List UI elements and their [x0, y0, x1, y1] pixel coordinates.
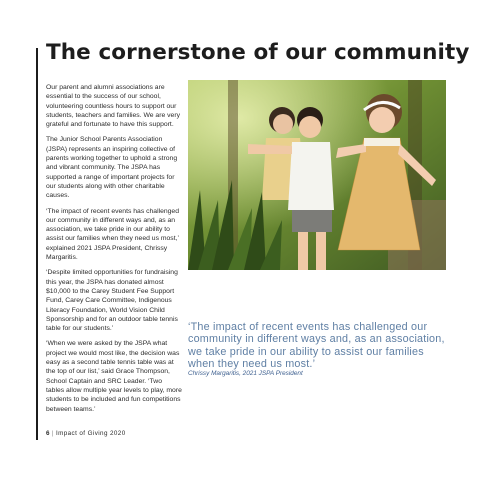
quote-attribution: Chrissy Margaritis, 2021 JSPA President [188, 370, 303, 377]
publication-name: Impact of Giving 2020 [55, 430, 126, 437]
body-paragraph: ‘The impact of recent events has challenged our community in different ways and, as an association, we take pride in our ability to assist our families when they need us most,’ explained 2021 JSPA President, Chrissy Margaritis. [46, 207, 179, 262]
body-text-column [46, 83, 182, 420]
page-footer [46, 430, 126, 437]
body-paragraph: The Junior School Parents Association (JSPA) represents an inspiring collective of parents working together to uphold a strong and vibrant community. The JSPA has supported a range of important projects for our students along with other charitable causes. [46, 136, 178, 200]
vertical-rule [36, 48, 38, 440]
footer-separator: | [51, 430, 54, 437]
body-paragraph: Our parent and alumni associations are essential to the success of our school, volunteering countless hours to support our students, teachers and families. We are very grateful and fortunate to have this support. [46, 84, 180, 129]
students-photo-illustration [188, 80, 446, 270]
page-title: The cornerstone of our community [46, 40, 470, 65]
page-number: 6 [46, 430, 50, 437]
pull-quote: ‘The impact of recent events has challenged our community in different ways and, as an association, we take pride in our ability to assist our families when they need us most.’ [188, 321, 445, 371]
students-photo [188, 80, 446, 270]
body-paragraph: ‘Despite limited opportunities for fundraising this year, the JSPA has donated almost $10,000 to the Carey Student Fee Support Fund, Carey Care Committee, Indigenous Literacy Foundation, World Vision Child Sponsorship and for an outdoor table tennis table for our students.’ [46, 269, 178, 333]
body-paragraph: ‘When we were asked by the JSPA what project we would most like, the decision was easy as a second table tennis table was at the top of our list,’ said Grace Thompson, School Captain and SRC Leader. ‘Two tables allow multiple year levels to play, more students to be included and fun competitions between teams.’ [46, 340, 182, 413]
